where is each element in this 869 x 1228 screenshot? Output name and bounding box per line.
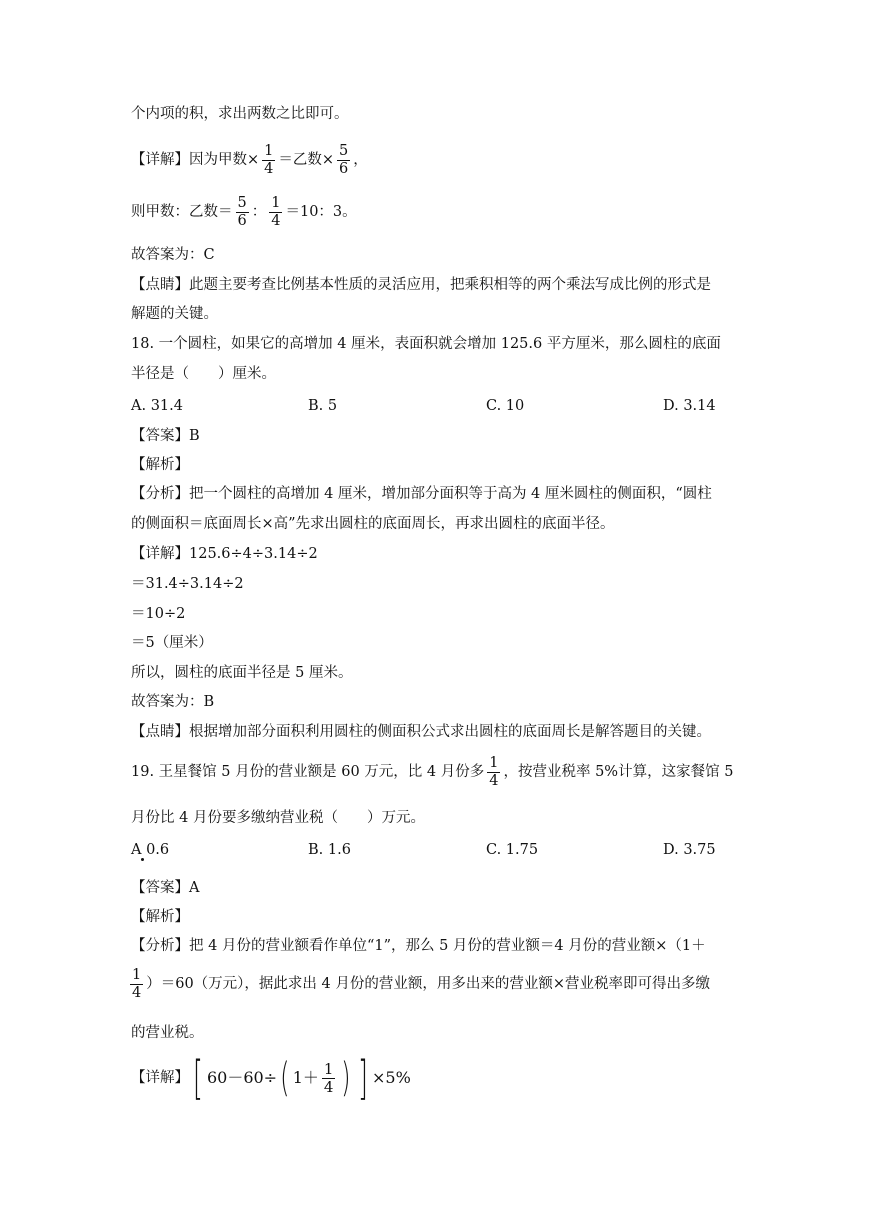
text-segment: ，按营业税率 5%计算，这家餐馆 5 <box>503 764 734 780</box>
ratio-line <box>131 192 357 232</box>
numerator: 5 <box>237 194 247 211</box>
text-segment: 【详解】因为甲数× <box>131 152 260 168</box>
question-19-line: 月份比 4 月份要多缴纳营业税（ ）万元。 <box>131 810 425 826</box>
denominator: 4 <box>264 160 274 177</box>
text-segment: 【详解】 <box>131 1070 189 1086</box>
numerator: 1 <box>489 754 499 771</box>
denominator: 4 <box>323 1077 334 1096</box>
answer-label: 【答案】B <box>131 428 200 444</box>
text-segment: ： <box>251 204 267 220</box>
text-segment: ）＝60（万元），据此求出 4 月份的营业额，用多出来的营业额×营业税率即可得出多缴 <box>146 976 711 992</box>
detail-line <box>131 140 368 180</box>
option-d: D. 3.75 <box>663 842 716 858</box>
denominator: 4 <box>489 772 499 789</box>
fraction <box>322 1061 336 1096</box>
fraction <box>337 143 350 178</box>
question-18-line: 18. 一个圆柱，如果它的高增加 4 厘米，表面积就会增加 125.6 平方厘米，那么圆柱的底面 <box>131 336 721 352</box>
text-segment: ， <box>353 152 368 168</box>
analysis-label: 【解析】 <box>131 457 189 473</box>
remark-line: 【点睛】根据增加部分面积利用圆柱的侧面积公式求出圆柱的底面周长是解答题目的关键。 <box>131 724 711 740</box>
analysis-line: 【分析】把 4 月份的营业额看作单位“1”，那么 5 月份的营业额＝4 月份的营业额×（1＋ <box>131 938 706 954</box>
text-segment: 则甲数：乙数＝ <box>131 204 233 220</box>
denominator: 4 <box>271 212 281 229</box>
text-segment: ＝10：3。 <box>285 204 357 220</box>
fraction <box>236 195 249 230</box>
denominator: 6 <box>237 212 247 229</box>
formula-segment: 60－60÷ <box>206 1068 278 1087</box>
detail-formula-line <box>131 1050 411 1106</box>
option-b: B. 1.6 <box>308 842 351 858</box>
dot-mark <box>141 858 144 861</box>
numerator: 1 <box>132 966 142 983</box>
numerator: 1 <box>271 194 281 211</box>
question-19-line <box>131 752 733 792</box>
remark-line: 解题的关键。 <box>131 306 218 322</box>
analysis-line: 【分析】把一个圆柱的高增加 4 厘米，增加部分面积等于高为 4 厘米圆柱的侧面积，“圆柱 <box>131 486 712 502</box>
answer-line: 故答案为：C <box>131 247 215 263</box>
option-c: C. 10 <box>486 398 525 414</box>
denominator: 4 <box>132 984 142 1001</box>
analysis-line: 的侧面积＝底面周长×高”先求出圆柱的底面周长，再求出圆柱的底面半径。 <box>131 516 615 532</box>
text-line: 个内项的积，求出两数之比即可。 <box>131 106 349 122</box>
analysis-line: 的营业税。 <box>131 1025 204 1041</box>
numerator: 1 <box>323 1059 334 1078</box>
fraction <box>269 195 282 230</box>
left-square-bracket: [ <box>193 1051 203 1105</box>
question-18-line: 半径是（ ）厘米。 <box>131 366 276 382</box>
detail-line: ＝10÷2 <box>131 606 186 622</box>
numerator: 5 <box>339 142 349 159</box>
detail-line: 所以，圆柱的底面半径是 5 厘米。 <box>131 665 353 681</box>
right-paren: ) <box>341 1055 351 1101</box>
option-a: A. 31.4 <box>131 398 183 414</box>
formula-segment: ×5% <box>372 1068 411 1087</box>
right-square-bracket: ] <box>358 1051 368 1105</box>
analysis-label: 【解析】 <box>131 909 189 925</box>
option-b: B. 5 <box>308 398 338 414</box>
remark-line: 【点睛】此题主要考查比例基本性质的灵活应用，把乘积相等的两个乘法写成比例的形式是 <box>131 277 711 293</box>
text-segment: ＝乙数× <box>278 152 335 168</box>
analysis-line <box>127 964 710 1004</box>
numerator: 1 <box>264 142 274 159</box>
answer-line: 故答案为：B <box>131 694 215 710</box>
formula-segment: 1＋ <box>292 1068 319 1087</box>
detail-line: ＝5（厘米） <box>131 635 213 651</box>
detail-line: ＝31.4÷3.14÷2 <box>131 576 244 592</box>
fraction <box>487 755 500 790</box>
option-c: C. 1.75 <box>486 842 539 858</box>
answer-label: 【答案】A <box>131 880 200 896</box>
denominator: 6 <box>339 160 349 177</box>
option-a: A 0.6 <box>131 842 170 858</box>
fraction <box>262 143 275 178</box>
fraction <box>130 967 143 1002</box>
option-d: D. 3.14 <box>663 398 716 414</box>
detail-line: 【详解】125.6÷4÷3.14÷2 <box>131 546 318 562</box>
text-segment: 19. 王星餐馆 5 月份的营业额是 60 万元，比 4 月份多 <box>131 764 485 780</box>
left-paren: ( <box>280 1055 290 1101</box>
